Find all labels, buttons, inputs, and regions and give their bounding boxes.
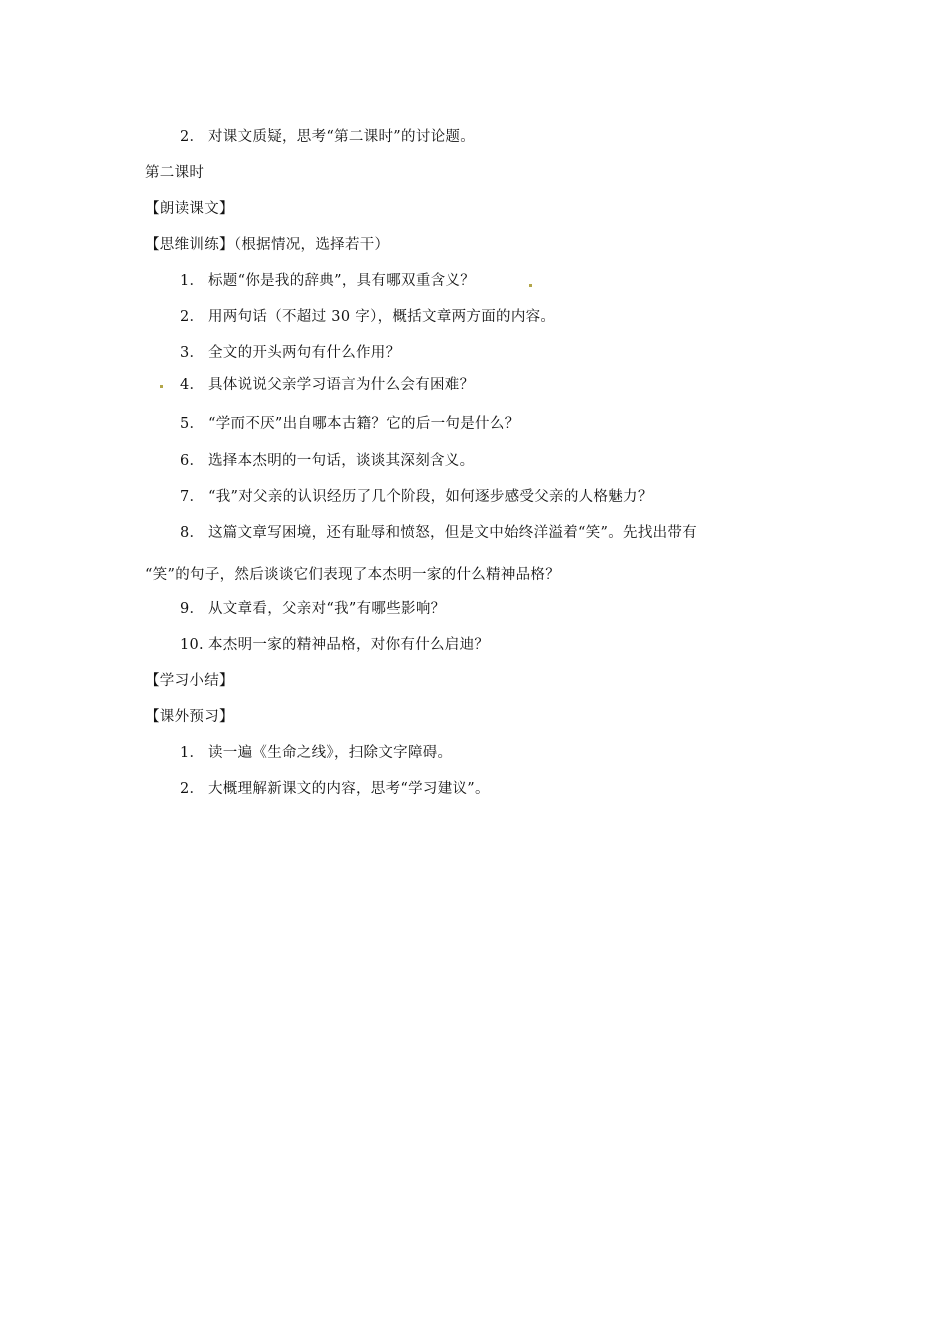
question-text: 标题“你是我的辞典”，具有哪双重含义？	[208, 273, 476, 289]
question-number: 4．	[180, 377, 205, 393]
question-text: 本杰明一家的精神品格，对你有什么启迪？	[208, 637, 490, 653]
question-item	[180, 375, 474, 395]
question-text: 从文章看，父亲对“我”有哪些影响？	[208, 601, 446, 617]
question-8-continuation: “笑”的句子，然后谈谈它们表现了本杰明一家的什么精神品格？	[145, 567, 561, 583]
question-text: “我”对父亲的认识经历了几个阶段，如何逐步感受父亲的人格魅力？	[208, 489, 653, 505]
section-note: （根据情况，选择若干）	[233, 237, 390, 253]
item-text: 对课文质疑，思考“第二课时”的讨论题。	[208, 129, 476, 145]
question-text: 选择本杰明的一句话，谈谈其深刻含义。	[208, 453, 475, 469]
item-number: 1．	[180, 745, 205, 761]
section-preview-heading: 【课外预习】	[145, 709, 234, 725]
question-item	[180, 635, 489, 655]
question-item	[180, 599, 445, 619]
question-item	[180, 451, 474, 471]
question-number: 7．	[180, 489, 205, 505]
question-item	[180, 414, 519, 434]
stray-mark	[160, 385, 163, 388]
question-item	[180, 307, 555, 327]
item-text: 大概理解新课文的内容，思考“学习建议”。	[208, 781, 490, 797]
question-item	[180, 271, 475, 291]
question-text: 具体说说父亲学习语言为什么会有困难？	[208, 377, 475, 393]
question-item	[180, 523, 697, 543]
question-text: 这篇文章写困境，还有耻辱和愤怒，但是文中始终洋溢着“笑”。先找出带有	[208, 525, 698, 541]
stray-mark	[529, 284, 532, 287]
lesson-2-title: 第二课时	[145, 165, 205, 181]
section-thinking-heading	[145, 235, 389, 255]
question-number: 8．	[180, 525, 205, 541]
preview-item	[180, 779, 490, 799]
question-text: 全文的开头两句有什么作用？	[208, 345, 401, 361]
item-number: 2．	[180, 129, 205, 145]
question-number: 1．	[180, 273, 205, 289]
section-summary-heading: 【学习小结】	[145, 673, 234, 689]
section-reading-heading: 【朗读课文】	[145, 201, 234, 217]
item-text: 读一遍《生命之线》，扫除文字障碍。	[208, 745, 453, 761]
item-number: 2．	[180, 781, 205, 797]
question-number: 3．	[180, 345, 205, 361]
question-item	[180, 487, 653, 507]
question-number: 6．	[180, 453, 205, 469]
preview-item	[180, 743, 452, 763]
question-text: “学而不厌”出自哪本古籍？它的后一句是什么？	[208, 416, 520, 432]
question-number: 5．	[180, 416, 205, 432]
question-text: 用两句话（不超过 30 字），概括文章两方面的内容。	[208, 309, 556, 325]
question-number: 10.	[180, 637, 204, 653]
question-item	[180, 343, 400, 363]
question-number: 9．	[180, 601, 205, 617]
question-number: 2．	[180, 309, 205, 325]
prev-item-2	[180, 127, 475, 147]
section-label: 【思维训练】	[145, 237, 234, 253]
